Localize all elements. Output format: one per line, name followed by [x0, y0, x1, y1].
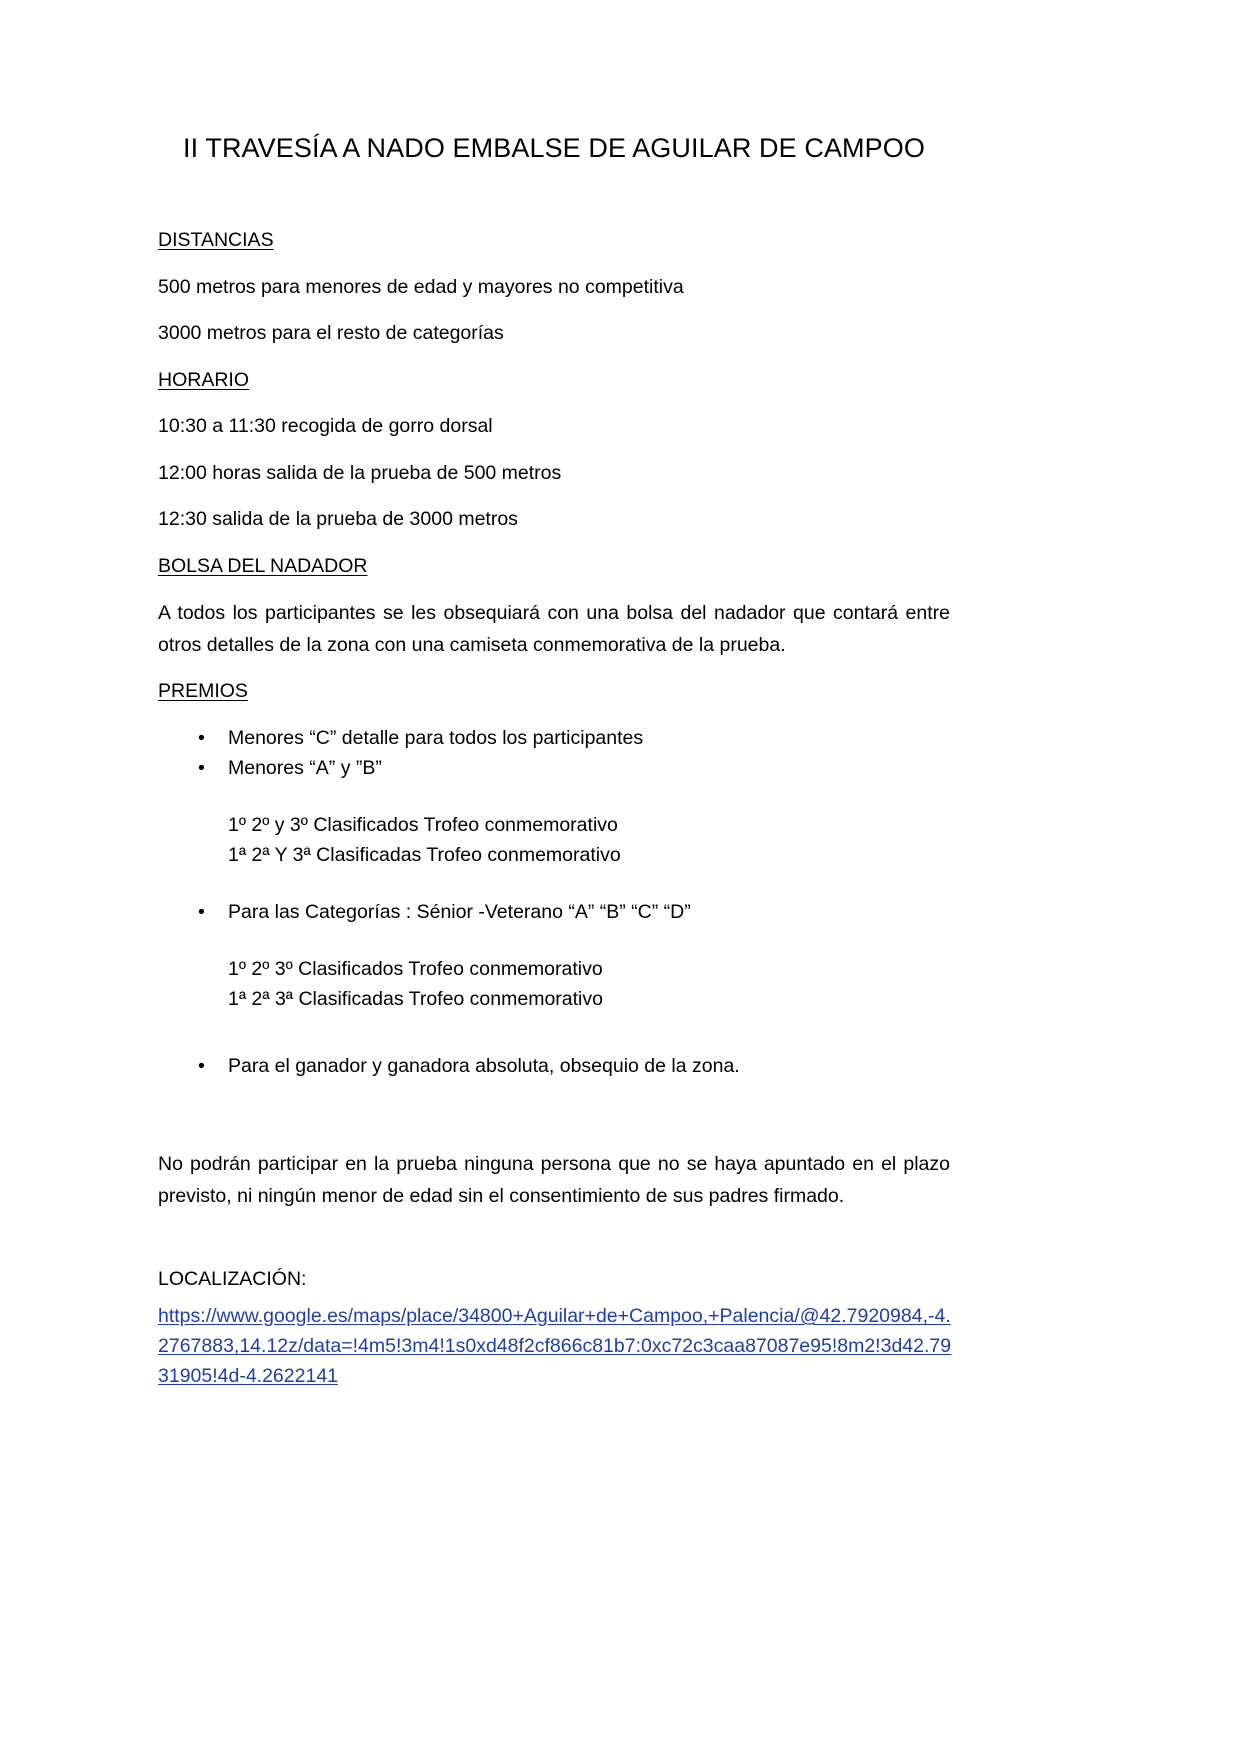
localizacion-label: LOCALIZACIÓN:: [158, 1267, 307, 1290]
section-heading-premios: [158, 682, 950, 702]
spacer: [158, 1289, 950, 1301]
spacer: [158, 661, 950, 682]
distancias-line-1: 500 metros para menores de edad y mayores no competitiva: [158, 275, 684, 298]
senior-prize-line-2: 1ª 2ª 3ª Clasificadas Trofeo conmemorativo: [228, 987, 603, 1010]
spacer: [158, 783, 950, 810]
horario-line-2: 12:00 horas salida de la prueba de 500 metros: [158, 461, 562, 484]
document-body: [158, 0, 950, 1391]
spacer: [158, 164, 950, 204]
distancias-line-2: 3000 metros para el resto de categorías: [158, 322, 504, 344]
section-heading-distancias-text: DISTANCIAS: [158, 229, 274, 251]
spacer: [158, 1041, 950, 1051]
spacer: [158, 1212, 950, 1252]
spacer: [158, 530, 950, 557]
section-heading-bolsa-text: BOLSA DEL NADADOR: [158, 554, 368, 577]
list-item: • Menores “A” y ”B”: [158, 753, 950, 783]
senior-prize-line-1: 1º 2º 3º Clasificados Trofeo conmemorativo: [228, 957, 603, 980]
list-item: • Menores “C” detalle para todos los participantes: [158, 723, 950, 753]
premios-list: [158, 723, 950, 783]
spacer: [158, 204, 950, 231]
list-item: • Para las Categorías : Sénior -Veterano “A” “B” “C” “D”: [158, 897, 950, 927]
section-heading-bolsa: [158, 554, 950, 577]
localizacion-link[interactable]: https://www.google.es/maps/place/34800+Aguilar+de+Campoo,+Palencia/@42.7920984,-4.2767883,14.12z/data=!4m5!3m4!1s0xd48f2cf866c81b7:0xc72c3caa87087e95!8m2!3d42.7931905!4d-4.2622141: [158, 1305, 952, 1387]
list-item: • Para el ganador y ganadora absoluta, obsequio de la zona.: [158, 1051, 950, 1081]
spacer: [158, 1121, 950, 1148]
premios-list-absoluta: [158, 1051, 950, 1081]
spacer: [158, 297, 950, 324]
condiciones-paragraph: No podrán participar en la prueba ninguna persona que no se haya apuntado en el plazo previsto, ni ningún menor de edad sin el consentimiento de sus padres firmado.: [158, 1152, 950, 1207]
spacer: [158, 870, 950, 897]
spacer: [158, 251, 950, 278]
section-heading-horario-text: HORARIO: [158, 368, 250, 391]
spacer: [158, 702, 950, 723]
section-heading-premios-text: PREMIOS: [158, 680, 248, 702]
horario-line-3: 12:30 salida de la prueba de 3000 metros: [158, 508, 518, 530]
spacer: [158, 576, 950, 597]
spacer: [158, 1014, 950, 1041]
spacer: [158, 1081, 950, 1121]
page-title: II TRAVESÍA A NADO EMBALSE DE AGUILAR DE CAMPOO: [183, 133, 925, 163]
spacer: [158, 390, 950, 417]
menores-prize-line-2: 1ª 2ª Y 3ª Clasificadas Trofeo conmemorativo: [228, 843, 621, 866]
bolsa-paragraph: A todos los participantes se les obsequiará con una bolsa del nadador que contará entre otros detalles de la zona con una camiseta conmemorativa de la prueba.: [158, 602, 950, 656]
menores-prize-line-1: 1º 2º y 3º Clasificados Trofeo conmemorativo: [228, 813, 618, 836]
spacer: [158, 1252, 950, 1270]
spacer: [158, 437, 950, 464]
section-heading-distancias: [158, 231, 950, 251]
spacer: [158, 344, 950, 371]
horario-line-1: 10:30 a 11:30 recogida de gorro dorsal: [158, 415, 493, 437]
spacer: [158, 927, 950, 954]
premios-list-senior: [158, 897, 950, 927]
spacer: [158, 483, 950, 510]
section-heading-horario: [158, 368, 950, 391]
